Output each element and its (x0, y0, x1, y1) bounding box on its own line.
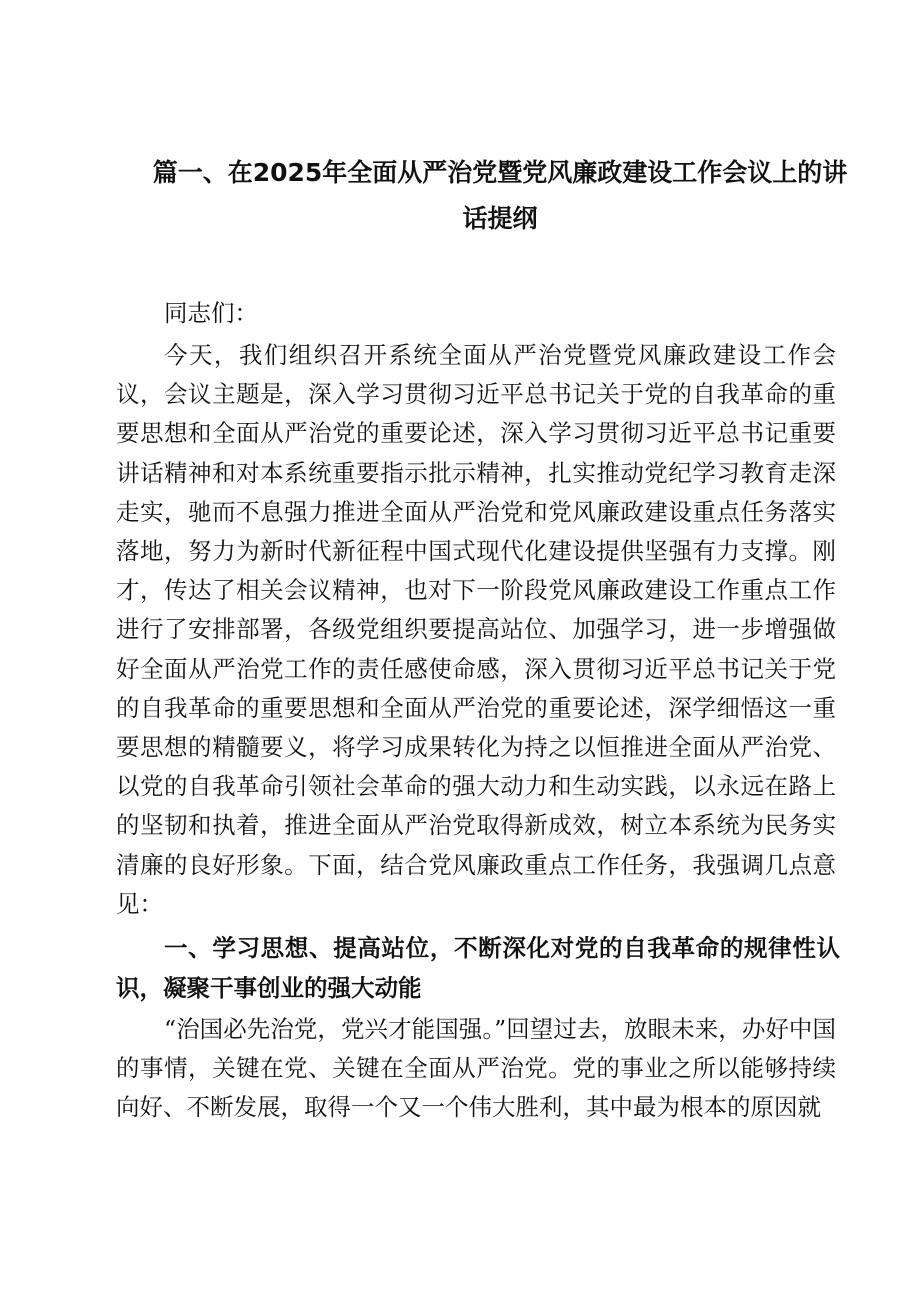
greeting-text: 同志们： (164, 299, 258, 327)
document-title: 篇一、在2025年全面从严治党暨党风廉政建设工作会议上的讲话提纲 (152, 158, 848, 233)
paragraph-intro: 今天，我们组织召开系统全面从严治党暨党风廉政建设工作会议，会议主题是，深入学习贯彻习近平总书记关于党的自我革命的重要思想和全面从严治党的重要论述，深入学习贯彻习近平总书记重要讲话精神和对本系统重要指示批示精神，扎实推动党纪学习教育走深走实，驰而不息强力推进全面从严治党和党风廉政建设重点任务落实落地，努力为新时代新征程中国式现代化建设提供坚强有力支撑。刚才，传达了相关会议精神，也对下一阶段党风廉政建设工作重点工作进行了安排部署，各级党组织要提高站位、加强学习，进一步增强做好全面从严治党工作的责任感使命感，深入贯彻习近平总书记关于党的自我革命的重要思想和全面从严治党的重要论述，深学细悟这一重要思想的精髓要义，将学习成果转化为持之以恒推进全面从严治党、以党的自我革命引领社会革命的强大动力和生动实践，以永远在路上的坚韧和执着，推进全面从严治党取得新成效，树立本系统为民务实清廉的良好形象。下面，结合党风廉政重点工作任务，我强调几点意见： (116, 341, 836, 918)
paragraph-section-1: “治国必先治党，党兴才能国强。”回望过去，放眼未来，办好中国的事情，关键在党、关键在全面从严治党。党的事业之所以能够持续向好、不断发展，取得一个又一个伟大胜利，其中最为根本的原因就 (116, 1015, 836, 1122)
greeting (116, 294, 836, 333)
section-heading-1: 一、学习思想、提高站位，不断深化对党的自我革命的规律性认识，凝聚干事创业的强大动能 (116, 934, 840, 1002)
